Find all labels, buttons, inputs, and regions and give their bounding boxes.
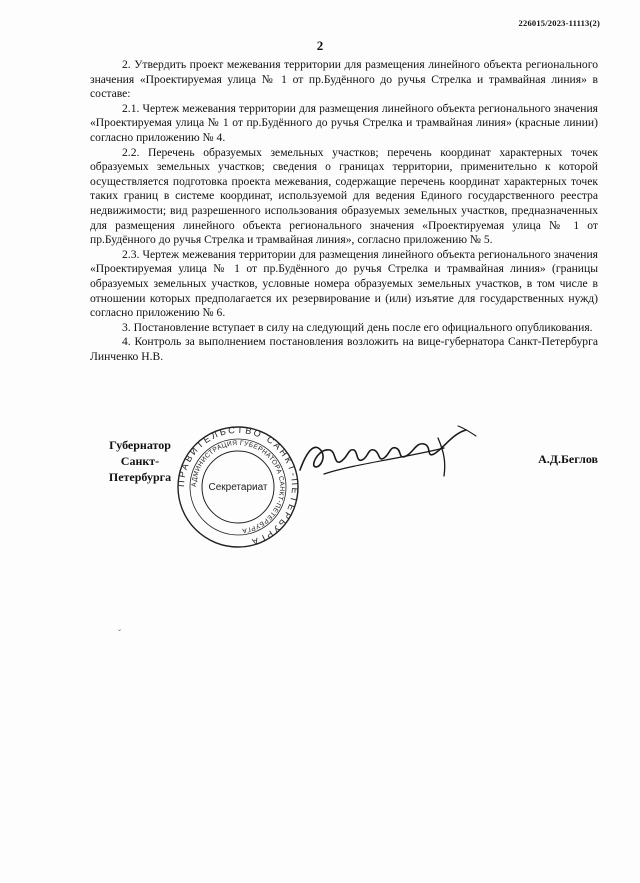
stamp-center-text: Секретариат bbox=[208, 482, 268, 493]
paragraph-2: 2. Утвердить проект межевания территории для размещения линейного объекта регионального значения «Проектируемая улица № 1 от пр.Будённого до ручья Стрелка и трамвайная линия» в составе: bbox=[90, 58, 598, 101]
document-number: 226015/2023-11113(2) bbox=[518, 18, 600, 28]
paragraph-3: 3. Постановление вступает в силу на следующий день после его официального опубликования. bbox=[122, 320, 593, 334]
paragraph-4: 4. Контроль за выполнением постановления возложить на вице-губернатора Санкт-Петербурга Линченко Н.В. bbox=[90, 335, 598, 363]
official-stamp bbox=[176, 425, 300, 549]
signer-title-line2: Санкт-Петербурга bbox=[108, 454, 172, 484]
signer-name: А.Д.Беглов bbox=[538, 452, 598, 466]
stamp-outer-text: ПРАВИТЕЛЬСТВО САНКТ-ПЕТЕРБУРГА bbox=[176, 425, 300, 548]
signer-title bbox=[90, 437, 190, 485]
handwritten-signature bbox=[294, 418, 484, 488]
paragraph-2-2: 2.2. Перечень образуемых земельных участков; перечень координат характерных точек образуемых земельных участков; сведения о границах территории, применительно к которой осуществляется подготовка проекта межевания, содержащие перечень координат характерных точек таких границ в системе координат, используемой для ведения Единого государственного реестра недвижимости; вид разрешенного использования образуемых земельных участков, предназначенных для размещения линейного объекта регионального значения «Проектируемая улица № 1 от пр.Будённого до ручья Стрелка и трамвайная линия», согласно приложению № 5. bbox=[90, 145, 598, 247]
stamp-inner-text: АДМИНИСТРАЦИЯ ГУБЕРНАТОРА САНКТ-ПЕТЕРБУРГА bbox=[190, 439, 286, 534]
page-number: 2 bbox=[316, 38, 324, 53]
document-body bbox=[90, 58, 598, 364]
signer-title-line1: Губернатор bbox=[109, 438, 171, 452]
corner-mark: ˘ bbox=[118, 628, 121, 638]
paragraph-2-3: 2.3. Чертеж межевания территории для размещения линейного объекта регионального значения «Проектируемая улица № 1 от пр.Будённого до ручья Стрелка и трамвайная линия» (границы образуемых земельных участков, условные номера образуемых земельных участков, в том числе в отношении которых предполагается их резервирование и (или) изъятие для государственных нужд) согласно приложению № 6. bbox=[90, 247, 598, 320]
paragraph-2-1: 2.1. Чертеж межевания территории для размещения линейного объекта регионального значения «Проектируемая улица № 1 от пр.Будённого до ручья Стрелка и трамвайная линия» (красные линии) согласно приложению № 4. bbox=[90, 101, 598, 144]
